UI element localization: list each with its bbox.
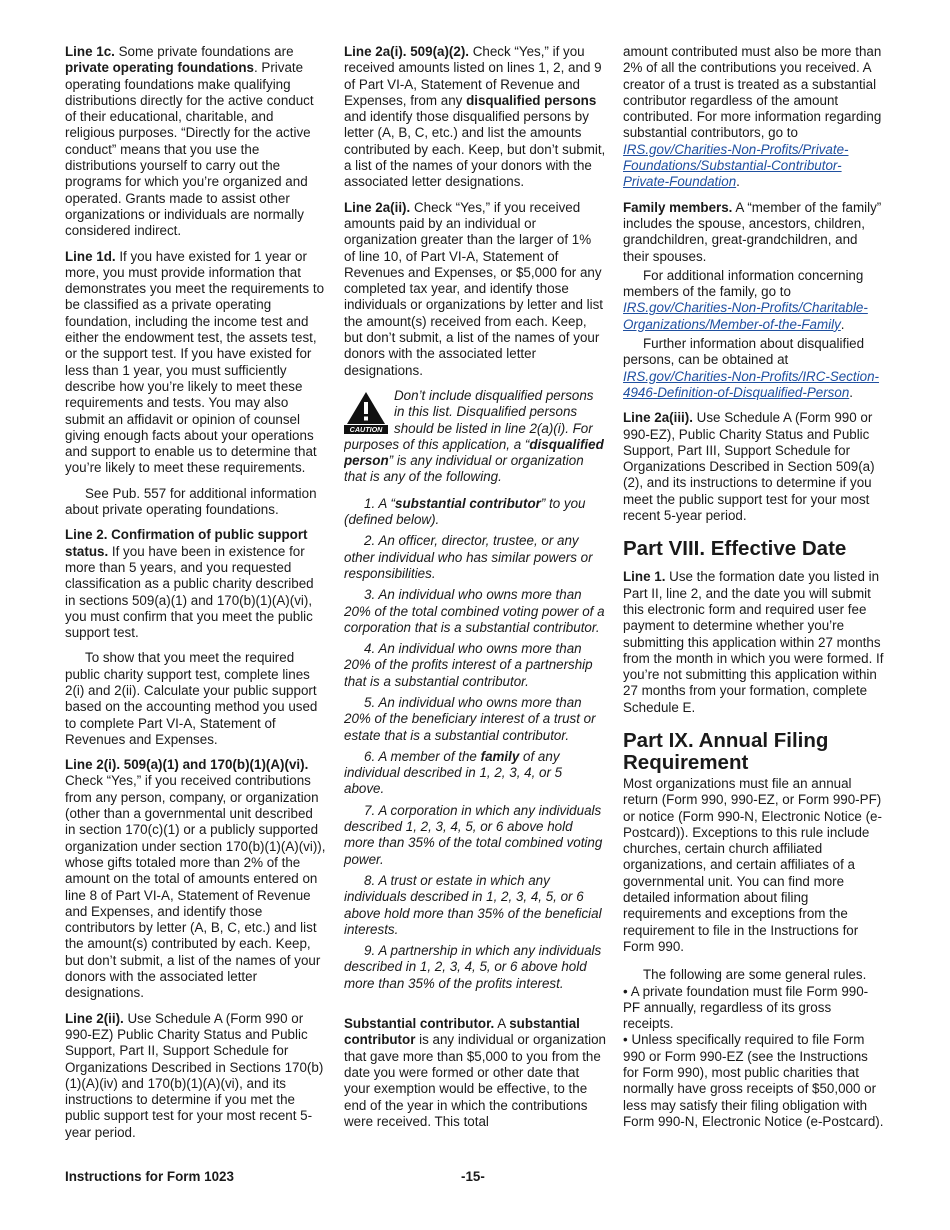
paragraph-additional-info: For additional information concerning members of the family, go to IRS.gov/Charities-Non-Profits/Charitable-Organizations/Member-of-the-Family. bbox=[623, 267, 868, 332]
bullet-icon: • bbox=[623, 1032, 628, 1048]
item-6-text-c: of any individual described in 1, 2, 3, 4, or 5 above. bbox=[344, 748, 563, 797]
paragraph-line-2 bbox=[65, 527, 327, 641]
heading-part-8: Part VIII. Effective Date bbox=[623, 537, 847, 561]
bullet-item-2 bbox=[623, 1032, 885, 1130]
bullet-1-text: A private foundation must file Form 990-PF annually, regardless of its gross receipts. bbox=[623, 983, 869, 1032]
bullet-2-text: Unless specifically required to file Form 990 or Form 990-EZ (see the Instructions for Form 990), most public charities that normally have gross receipts of $50,000 or less may satisfy their filing obligation with Form 990-N, Electronic Notice (e-Postcard). bbox=[623, 1032, 884, 1129]
line-2a-i-term: disqualified persons bbox=[466, 92, 597, 108]
paragraph-part-9: Most organizations must file an annual return (Form 990, 990-EZ, or Form 990-PF) or notice (Form 990-N, Electronic Notice (e-Postcard)). Exceptions to this rule include churches, certain church affiliated organizations, and certain affiliates of a governmental unit. You can find more detailed information about filing requirements and exceptions from the requirement to file in the Instructions for Form 990. bbox=[623, 775, 882, 954]
line-1c-heading: Line 1c. bbox=[65, 44, 115, 59]
paragraph-general-rules: The following are some general rules. bbox=[643, 967, 867, 983]
family-members-heading: Family members. bbox=[623, 199, 733, 215]
line-2a-ii-heading: Line 2a(ii). bbox=[344, 199, 411, 215]
line-2-text: If you have been in existence for more than 5 years, and you requested classification as a public charity described in sections 509(a)(1) and 170(b)(1)(A)(vi), you must confirm that you meet the public support test. bbox=[65, 543, 314, 641]
substantial-contributor-term: substantial contributor bbox=[344, 1016, 580, 1048]
paragraph-substantial-contributor-continued: amount contributed must also be more than 2% of all the contributions you received. A creator of a trust is treated as a substantial contributor regardless of the amount contributed. For more information regarding substantial contributors, go to IRS.gov/Charities-Non-Profits/Private-Foundations/Substantial-Contributor-Private-Foundation. bbox=[623, 44, 882, 190]
item-1-text-a: 1. A “ bbox=[364, 495, 396, 511]
line-2ii-text: Use Schedule A (Form 990 or 990-EZ) Public Charity Status and Public Support, Part II, Support Schedule for Organizations Described in Sections 170(b)(1)(A)(iv) and 170(b)(1)(A)(vi), and its instructions to determine if you met the public support test for your most recent 5-year period. bbox=[65, 1010, 324, 1140]
continued-text: amount contributed must also be more than 2% of all the contributions you received. A creator of a trust is treated as a substantial contributor regardless of the amount contributed. For more information regarding substantial contributors, go to bbox=[623, 44, 882, 141]
line-2i-text: Check “Yes,” if you received contributions from any person, company, or organization (other than a governmental unit described in section 170(c)(1) or a publicly supported organization under section 170(b)(1)(A)(vi)), whose gifts totaled more than 2% of the amount on the total of amounts entered on line 8 of Part VI-A, Statement of Revenue and Expenses, and identify those contributors by letter (A, B, C, etc.) and list the amount(s) contributed by each. Keep, but don’t submit, a list of the names of your donors with the associated letter designations. bbox=[65, 773, 326, 1001]
caution-label: CAUTION bbox=[349, 425, 383, 434]
footer-title: Instructions for Form 1023 bbox=[65, 1169, 234, 1184]
line-2a-i-text-a: Check “Yes,” if you received amounts listed on lines 1, 2, and 9 of Part VI-A, Statement of Revenue and Expenses, from any bbox=[344, 44, 602, 108]
list-item-6 bbox=[344, 749, 606, 798]
line-2a-iii-text: Use Schedule A (Form 990 or 990-EZ), Public Charity Status and Public Support, Part III, Support Schedule for Organizations Described in Section 509(a)(2), and its instructions to determine if you meet the public support test for your most recent 5-year period. bbox=[623, 410, 875, 524]
line-1c-text-c: . Private operating foundations make qualifying distributions directly for the active conduct of their educational, charitable, and religious purposes. “Directly for the active conduct” means that you use the distributions yourself to carry out the programs for which you’re organized and operated. Grants made to assist other organizations or individuals are normally considered indirect. bbox=[65, 60, 314, 239]
line-1d-text: If you have existed for 1 year or more, you must provide information that demonstrates you meet the requirements to be classified as a private operating foundation, including the income test and either the endowment test, the assets test, or the support test. If you have existed for less than 1 year, you must sufficiently describe how you’re likely to meet these requirements and tests. You may also submit an affidavit or opinion of counsel giving enough facts about your operations and support to enable us to determine that you’re likely to meet these requirements. bbox=[65, 248, 325, 476]
link-substantial-contributor[interactable]: IRS.gov/Charities-Non-Profits/Private-Foundations/Substantial-Contributor-Private-Foundation bbox=[623, 141, 849, 190]
item-6-text-a: 6. A member of the bbox=[364, 748, 481, 764]
item-1-text-c: ” to you (defined below). bbox=[344, 495, 586, 528]
paragraph-line-2ii bbox=[65, 1011, 327, 1141]
paragraph-part-8-line-1 bbox=[623, 569, 885, 716]
bullet-icon: • bbox=[623, 983, 628, 999]
list-item-5: 5. An individual who owns more than 20% of the beneficiary interest of a trust or estate that is a substantial contributor. bbox=[344, 694, 596, 743]
caution-text-c: ” is any individual or organization that is any of the following. bbox=[344, 453, 584, 485]
item-6-term: family bbox=[480, 748, 520, 764]
list-item-1 bbox=[344, 496, 606, 529]
substantial-contributor-text-a: A bbox=[494, 1016, 510, 1032]
paragraph-line-2a-i bbox=[344, 44, 606, 191]
line-2-heading: Line 2. Confirmation of public support status. bbox=[65, 527, 308, 559]
caution-text-a: Don’t include disqualified persons in this list. Disqualified persons should be listed in line 2(a)(i). For purposes of this application, a “ bbox=[344, 387, 594, 452]
line-2a-i-heading: Line 2a(i). 509(a)(2). bbox=[344, 44, 470, 59]
line-1c-text-a: Some private foundations are bbox=[114, 44, 294, 59]
paragraph-further-info: Further information about disqualified persons, can be obtained at IRS.gov/Charities-Non-Profits/IRC-Section-4946-Definition-of-Disqualified-Person. bbox=[623, 336, 879, 400]
list-item-9: 9. A partnership in which any individuals described in 1, 2, 3, 4, 5, or 6 above hold more than 35% of the profits interest. bbox=[344, 943, 602, 991]
paragraph-substantial-contributor bbox=[344, 1016, 606, 1130]
paragraph-line-2a-iii bbox=[623, 410, 885, 524]
bullet-item-1 bbox=[623, 984, 885, 1033]
list-item-3: 3. An individual who owns more than 20% of the total combined voting power of a corporation that is a substantial contributor. bbox=[344, 587, 605, 635]
substantial-contributor-text-c: is any individual or organization that gave more than $5,000 to you from the date you were formed or other date that your exemption would be effective, to the end of the year in which the contributions were received. This total bbox=[344, 1032, 606, 1129]
substantial-contributor-heading: Substantial contributor. bbox=[344, 1016, 495, 1032]
column-middle bbox=[344, 44, 606, 1130]
paragraph-line-2i bbox=[65, 757, 327, 1001]
paragraph-see-pub-557: See Pub. 557 for additional information about private operating foundations. bbox=[65, 485, 317, 518]
paragraph-line-1c bbox=[65, 44, 327, 240]
family-members-text: A “member of the family” includes the spouse, ancestors, children, grandchildren, great-grandchildren, and their spouses. bbox=[623, 199, 882, 264]
line-1c-term: private operating foundations bbox=[65, 60, 254, 76]
page-number: -15- bbox=[461, 1169, 485, 1184]
link-disqualified-person[interactable]: IRS.gov/Charities-Non-Profits/IRC-Section-4946-Definition-of-Disqualified-Person bbox=[623, 368, 879, 400]
item-1-term: substantial contributor bbox=[395, 495, 541, 511]
list-item-2: 2. An officer, director, trustee, or any other individual who has similar powers or responsibilities. bbox=[344, 533, 593, 581]
list-item-4: 4. An individual who owns more than 20% of the profits interest of a partnership that is a substantial contributor. bbox=[344, 641, 593, 689]
caution-note bbox=[344, 388, 606, 486]
line-2ii-heading: Line 2(ii). bbox=[65, 1010, 124, 1026]
paragraph-line-2a-ii bbox=[344, 200, 606, 379]
paragraph-line-2-show: To show that you meet the required public charity support test, complete lines 2(i) and 2(ii). Calculate your public support based on the accounting method you used to complete Part VI-A, Statement of Revenues and Expenses. bbox=[65, 650, 318, 747]
line-2a-i-text-c: and identify those disqualified persons by letter (A, B, C, etc.) and list the amounts contributed by each. Keep, but don’t submit, a list of the names of your donors with the associated letter designations. bbox=[344, 109, 606, 190]
line-2a-iii-heading: Line 2a(iii). bbox=[623, 410, 693, 426]
paragraph-line-1d bbox=[65, 249, 327, 477]
link-member-of-family[interactable]: IRS.gov/Charities-Non-Profits/Charitable-Organizations/Member-of-the-Family bbox=[623, 300, 868, 332]
caution-term: disqualified person bbox=[344, 436, 604, 469]
column-left bbox=[65, 44, 327, 1150]
list-item-7: 7. A corporation in which any individuals described 1, 2, 3, 4, 5, or 6 above hold more than 35% of the total combined voting power. bbox=[344, 802, 603, 867]
line-1d-heading: Line 1d. bbox=[65, 248, 116, 264]
additional-info-text: For additional information concerning members of the family, go to bbox=[623, 267, 864, 300]
part-8-line-1-heading: Line 1. bbox=[623, 569, 666, 585]
caution-icon bbox=[344, 390, 388, 434]
list-item-8: 8. A trust or estate in which any individuals described in 1, 2, 3, 4, 5, or 6 above hold more than 35% of the beneficial interests. bbox=[344, 872, 602, 937]
further-info-text: Further information about disqualified persons, can be obtained at bbox=[623, 336, 865, 368]
line-2a-ii-text: Check “Yes,” if you received amounts paid by an individual or organization greater than the larger of 1% of line 10, of Part VI-A, Statement of Revenues and Expenses, or $5,000 for any completed tax year, and identify those individuals or organizations by letter and list the amount(s) received from each. Keep, but don’t submit, a list of the names of your donors with the associated letter designations. bbox=[344, 199, 604, 378]
heading-part-9: Part IX. Annual Filing Requirement bbox=[623, 728, 829, 774]
part-8-line-1-text: Use the formation date you listed in Part II, line 2, and the date you will submit this electronic form and required user fee payment to determine whether you’re submitting this application within 27 months from the month in which you were formed. If you’re not submitting this application within 27 months from your formation, complete Schedule E. bbox=[623, 569, 884, 715]
line-2i-heading: Line 2(i). 509(a)(1) and 170(b)(1)(A)(vi). bbox=[65, 757, 309, 773]
paragraph-family-members bbox=[623, 200, 885, 265]
column-right bbox=[623, 44, 885, 1130]
